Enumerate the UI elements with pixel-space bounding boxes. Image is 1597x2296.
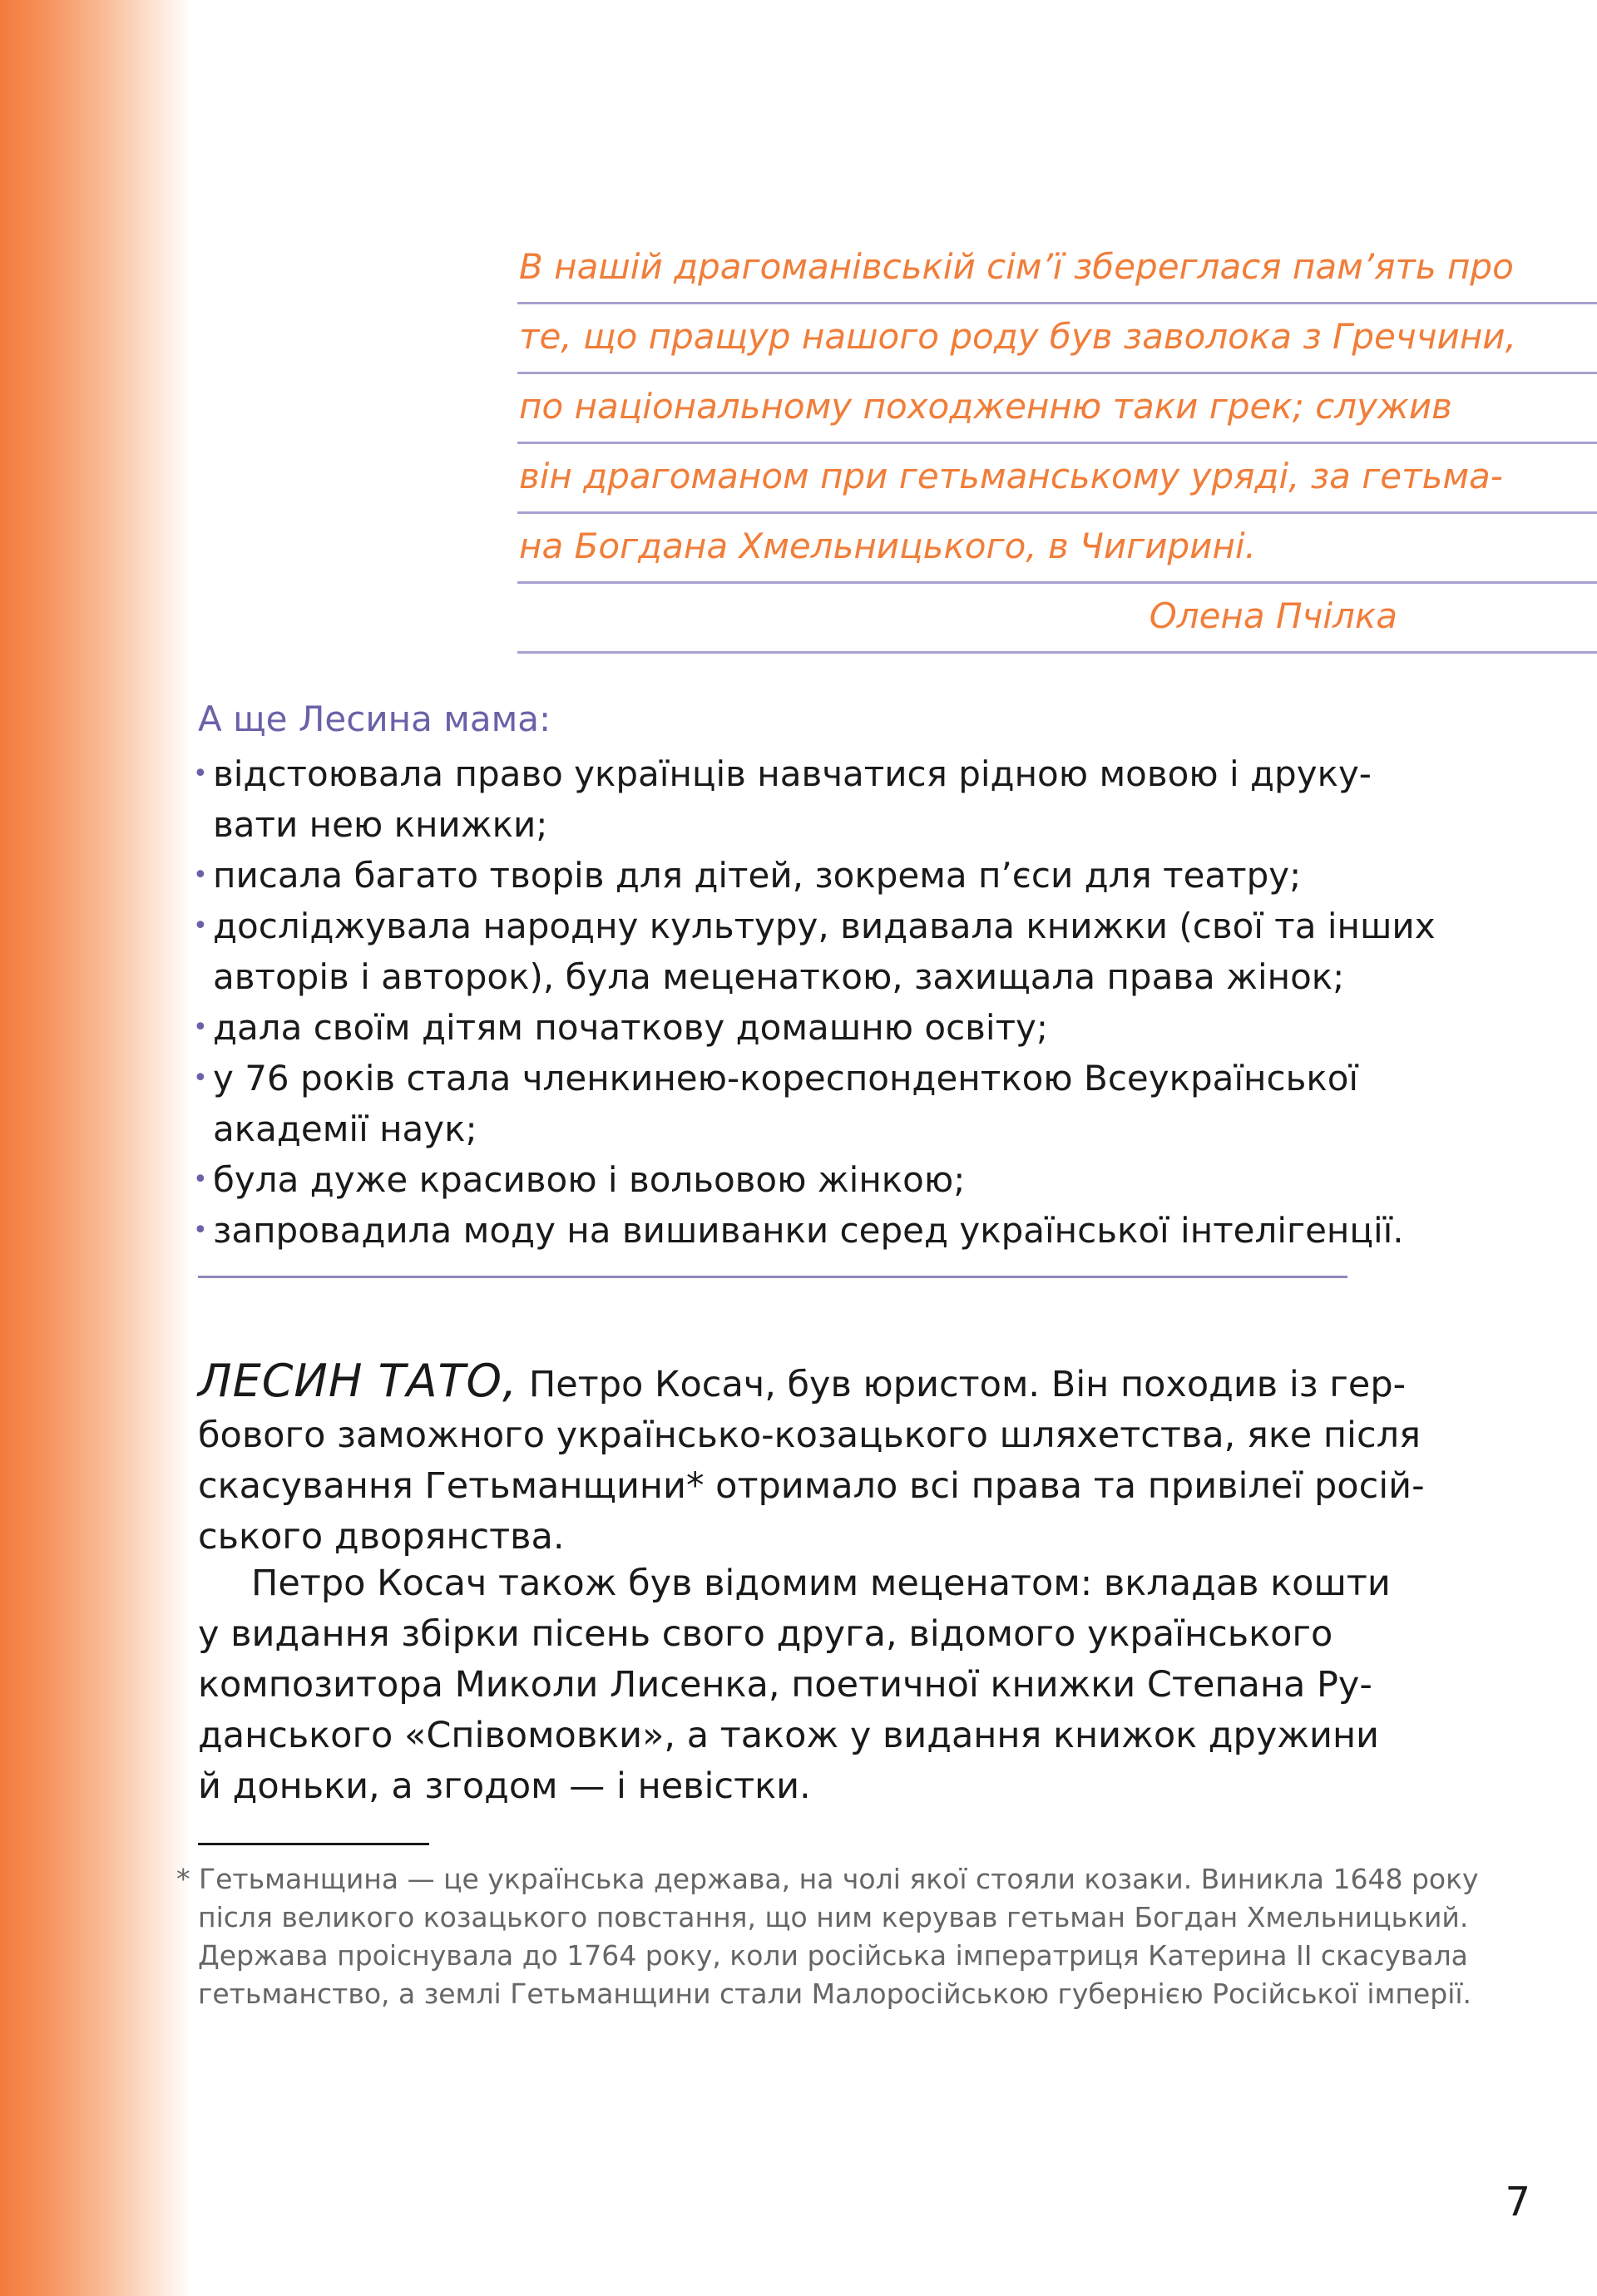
bullet-icon: •: [193, 759, 208, 788]
list-item: • була дуже красивою і вольовою жінкою;: [198, 1154, 1379, 1205]
list-item: • у 76 років стала членкинею-кореспонденткою Всеукраїнської академії наук;: [198, 1053, 1379, 1154]
list-item: • дала своїм дітям початкову домашню освіту;: [198, 1002, 1379, 1053]
section-divider: [198, 1276, 1347, 1278]
list-item: • відстоювала право українців навчатися рідною мовою і друку- вати нею книжки;: [198, 748, 1379, 850]
bullet-icon: •: [193, 1165, 208, 1194]
footnote-rule: [198, 1843, 429, 1845]
list-item: • запровадила моду на вишиванки серед української інтелігенції.: [198, 1205, 1379, 1256]
footnote: * Гетьманщина — це українська держава, на чолі якої стояли козаки. Виникла 1648 року після великого козацького повстання, що ним керував гетьман Богдан Хмельницький. Держава проіснувала до 1764 року, коли російська імператриця Катерина II скасувала гетьманство, а землі Гетьманщини стали Малоросійською губернією Російської імперії.: [176, 1863, 1479, 2010]
bullet-icon: •: [193, 1064, 208, 1093]
father-paragraph: ЛЕСИН ТАТО, Петро Косач, був юристом. Він походив із гер- бового заможного українсько-козацького шляхетства, яке після скасування Гетьманщини* отримало всі права та привілеї росій- ського дворянства.: [198, 1355, 1425, 1558]
section-lead: ЛЕСИН ТАТО,: [198, 1355, 518, 1407]
list-item: • досліджувала народну культуру, видавала книжки (свої та інших авторів і авторок), була меценаткою, захищала права жінок;: [198, 901, 1379, 1002]
list-item: • писала багато творів для дітей, зокрема п’єси для театру;: [198, 850, 1379, 901]
quote-line: він драгоманом при гетьманському уряді, за гетьма-: [517, 444, 1597, 514]
quote-line: по національному походженню таки грек; служив: [517, 374, 1597, 444]
quote-line: те, що пращур нашого роду був заволока з Греччини,: [517, 304, 1597, 374]
mother-achievements-list: [193, 748, 1436, 1256]
bullet-icon: •: [193, 861, 208, 890]
side-gradient-band: [0, 0, 191, 2296]
bullet-icon: •: [193, 911, 208, 941]
quote-author: Олена Пчілка: [517, 584, 1597, 654]
bullet-icon: •: [193, 1216, 208, 1245]
patron-paragraph: Петро Косач також був відомим меценатом: вкладав кошти у видання збірки пісень свого друга, відомого українського композитора Миколи Лисенка, поетичної книжки Степана Ру- данського «Співомовки», а також у видання книжок дружини й доньки, а згодом — і невістки.: [198, 1563, 1391, 1807]
list-intro: А ще Лесина мама:: [198, 699, 551, 739]
epigraph-quote: [517, 235, 1597, 654]
page-number: 7: [1505, 2179, 1530, 2225]
quote-line: В нашій драгоманівській сім’ї збереглася пам’ять про: [517, 235, 1597, 304]
quote-line: на Богдана Хмельницького, в Чигирині.: [517, 514, 1597, 584]
bullet-icon: •: [193, 1013, 208, 1042]
